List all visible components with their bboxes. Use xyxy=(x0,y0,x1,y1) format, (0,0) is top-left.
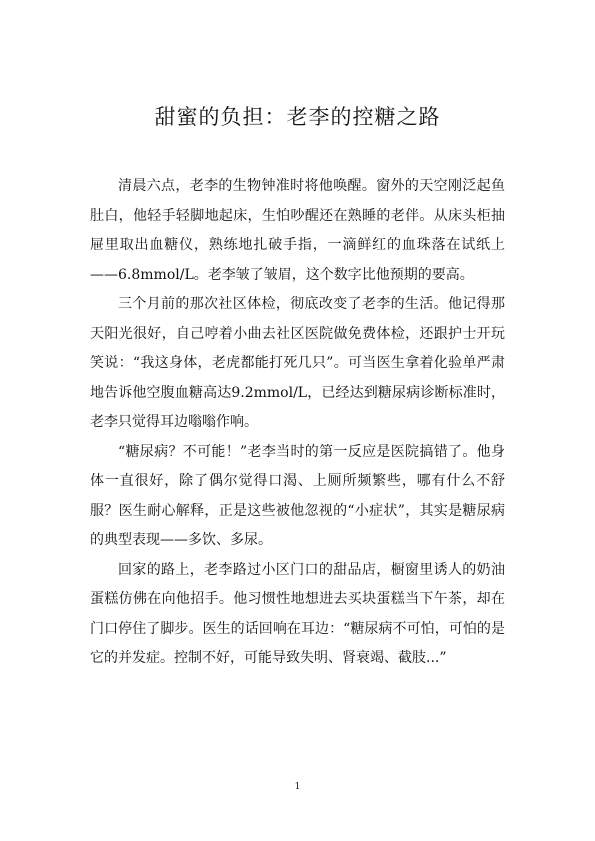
paragraph-2: 三个月前的那次社区体检，彻底改变了老李的生活。他记得那天阳光很好，自己哼着小曲去社区医院做免费体检，还跟护士开玩笑说：“我这身体，老虎都能打死几只”。可当医生拿着化验单严肃地告诉他空腹血糖高达9.2mmol/L，已经达到糖尿病诊断标准时，老李只觉得耳边嗡嗡作响。 xyxy=(90,296,505,430)
paragraph-4: 回家的路上，老李路过小区门口的甜品店，橱窗里诱人的奶油蛋糕仿佛在向他招手。他习惯性地想进去买块蛋糕当下午茶，却在门口停住了脚步。医生的话回响在耳边：“糖尿病不可怕，可怕的是它的并发症。控制不好，可能导致失明、肾衰竭、截肢...” xyxy=(90,561,505,666)
paragraph-1: 清晨六点，老李的生物钟准时将他唤醒。窗外的天空刚泛起鱼肚白，他轻手轻脚地起床，生怕吵醒还在熟睡的老伴。从床头柜抽屉里取出血糖仪，熟练地扎破手指，一滴鲜红的血珠落在试纸上——6.8mmol/L。老李皱了皱眉，这个数字比他预期的要高。 xyxy=(90,178,505,283)
document-body xyxy=(90,172,505,674)
document-title: 甜蜜的负担：老李的控糖之路 xyxy=(154,105,441,129)
paragraph-3: “糖尿病？不可能！”老李当时的第一反应是医院搞错了。他身体一直很好，除了偶尔觉得口渴、上厕所频繁些，哪有什么不舒服？医生耐心解释，正是这些被他忽视的“小症状”，其实是糖尿病的典型表现——多饮、多尿。 xyxy=(90,443,505,548)
page-number: 1 xyxy=(294,782,301,792)
